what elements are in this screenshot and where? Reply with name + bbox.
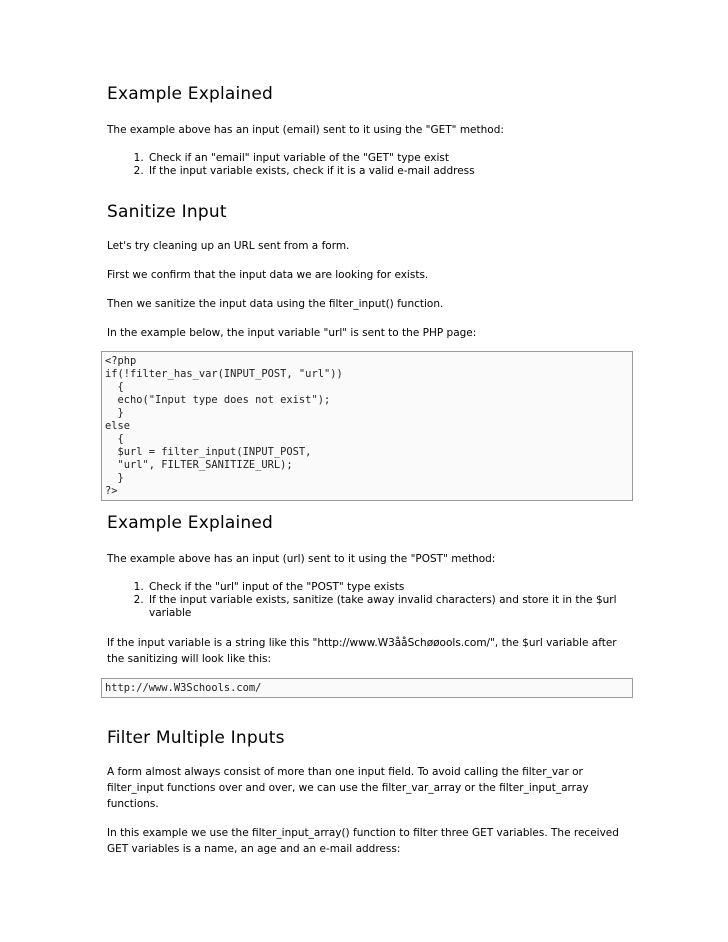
- paragraph: In this example we use the filter_input_array() function to filter three GET variables. The received GET variables is a name, an age and an e-mail address:: [107, 827, 619, 855]
- paragraph: Let's try cleaning up an URL sent from a form.: [107, 240, 350, 252]
- code-block-php: <?php if(!filter_has_var(INPUT_POST, "url")) { echo("Input type does not exist"); } else { $url = filter_input(INPUT_POST, "url", FILTER_SANITIZE_URL); } ?>: [101, 351, 633, 501]
- heading-sanitize-input: Sanitize Input: [107, 202, 227, 222]
- ordered-list: [107, 152, 635, 178]
- paragraph: A form almost always consist of more than one input field. To avoid calling the filter_var or filter_input functions over and over, we can use the filter_var_array or the filter_input_array functions.: [107, 766, 589, 810]
- code-block-url: http://www.W3Schools.com/: [101, 678, 633, 698]
- list-item: 1. Check if the "url" input of the "POST" type exists: [147, 581, 635, 594]
- list-item: 2. If the input variable exists, sanitize (take away invalid characters) and store it in the $url variable: [147, 594, 635, 620]
- ordered-list: [107, 581, 635, 620]
- paragraph: If the input variable is a string like this "http://www.W3ååSchøøools.com/", the $url variable after the sanitizing will look like this:: [107, 637, 617, 665]
- paragraph: First we confirm that the input data we are looking for exists.: [107, 269, 429, 281]
- heading-filter-multiple-inputs: Filter Multiple Inputs: [107, 728, 285, 748]
- list-item: 1. Check if an "email" input variable of the "GET" type exist: [147, 152, 635, 165]
- paragraph: The example above has an input (email) sent to it using the "GET" method:: [107, 124, 504, 136]
- document-content: [107, 84, 635, 857]
- paragraph: The example above has an input (url) sent to it using the "POST" method:: [107, 553, 496, 565]
- paragraph: Then we sanitize the input data using the filter_input() function.: [107, 298, 444, 310]
- list-item: 2. If the input variable exists, check if it is a valid e-mail address: [147, 165, 635, 178]
- heading-example-explained-1: Example Explained: [107, 84, 274, 104]
- paragraph: In the example below, the input variable "url" is sent to the PHP page:: [107, 327, 477, 339]
- heading-example-explained-2: Example Explained: [107, 513, 274, 533]
